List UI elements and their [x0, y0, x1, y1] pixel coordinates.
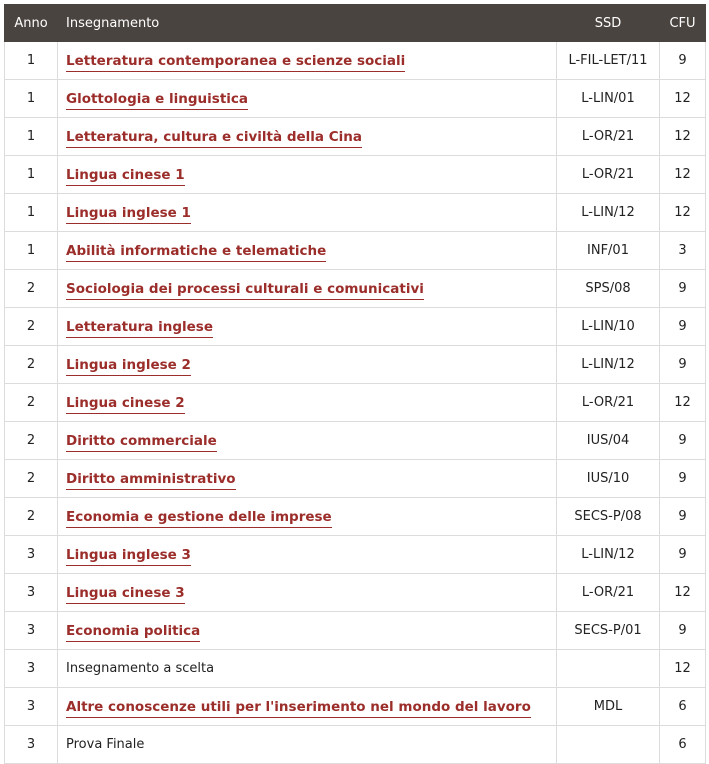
table-row — [5, 536, 706, 574]
cell-cfu: 9 — [660, 422, 706, 460]
cell-cfu: 12 — [660, 118, 706, 156]
course-link[interactable]: Altre conoscenze utili per l'inserimento nel mondo del lavoro — [66, 699, 531, 718]
cell-cfu: 12 — [660, 194, 706, 232]
cell-ssd: L-LIN/12 — [557, 536, 660, 574]
table-row — [5, 194, 706, 232]
course-link[interactable]: Letteratura contemporanea e scienze sociali — [66, 53, 405, 72]
course-link[interactable]: Sociologia dei processi culturali e comunicativi — [66, 281, 424, 300]
table-row — [5, 422, 706, 460]
cell-anno: 2 — [5, 384, 58, 422]
cell-insegnamento — [58, 308, 557, 346]
cell-cfu: 9 — [660, 270, 706, 308]
cell-insegnamento — [58, 42, 557, 80]
course-link[interactable]: Diritto amministrativo — [66, 471, 236, 490]
course-link[interactable]: Abilità informatiche e telematiche — [66, 243, 326, 262]
cell-insegnamento — [58, 80, 557, 118]
cell-anno: 3 — [5, 688, 58, 726]
cell-cfu: 9 — [660, 346, 706, 384]
cell-insegnamento — [58, 688, 557, 726]
cell-ssd: IUS/04 — [557, 422, 660, 460]
cell-cfu: 6 — [660, 726, 706, 764]
cell-insegnamento — [58, 726, 557, 764]
cell-anno: 2 — [5, 422, 58, 460]
cell-insegnamento — [58, 536, 557, 574]
cell-cfu: 3 — [660, 232, 706, 270]
cell-anno: 3 — [5, 536, 58, 574]
cell-anno: 3 — [5, 574, 58, 612]
cell-ssd: L-OR/21 — [557, 156, 660, 194]
cell-ssd — [557, 650, 660, 688]
cell-ssd: L-FIL-LET/11 — [557, 42, 660, 80]
course-link[interactable]: Lingua inglese 2 — [66, 357, 191, 376]
cell-anno: 3 — [5, 650, 58, 688]
course-link[interactable]: Diritto commerciale — [66, 433, 217, 452]
header-row — [5, 5, 706, 42]
cell-anno: 1 — [5, 194, 58, 232]
cell-ssd: L-LIN/01 — [557, 80, 660, 118]
cell-insegnamento — [58, 346, 557, 384]
header-insegnamento: Insegnamento — [58, 5, 557, 42]
cell-ssd: MDL — [557, 688, 660, 726]
cell-anno: 1 — [5, 156, 58, 194]
cell-insegnamento — [58, 232, 557, 270]
header-anno: Anno — [5, 5, 58, 42]
table-row — [5, 270, 706, 308]
course-link[interactable]: Lingua inglese 3 — [66, 547, 191, 566]
cell-insegnamento — [58, 422, 557, 460]
cell-insegnamento — [58, 650, 557, 688]
cell-insegnamento — [58, 460, 557, 498]
table-header — [5, 5, 706, 42]
cell-cfu: 12 — [660, 384, 706, 422]
cell-ssd: L-LIN/12 — [557, 346, 660, 384]
cell-cfu: 9 — [660, 536, 706, 574]
study-plan-container — [4, 4, 705, 764]
cell-ssd: L-OR/21 — [557, 118, 660, 156]
table-row — [5, 80, 706, 118]
table-row — [5, 460, 706, 498]
course-label: Insegnamento a scelta — [66, 661, 215, 676]
cell-insegnamento — [58, 156, 557, 194]
cell-anno: 1 — [5, 42, 58, 80]
cell-ssd: INF/01 — [557, 232, 660, 270]
cell-anno: 1 — [5, 118, 58, 156]
table-row — [5, 346, 706, 384]
cell-insegnamento — [58, 194, 557, 232]
cell-insegnamento — [58, 270, 557, 308]
cell-ssd — [557, 726, 660, 764]
course-link[interactable]: Economia e gestione delle imprese — [66, 509, 332, 528]
cell-cfu: 12 — [660, 574, 706, 612]
table-row — [5, 574, 706, 612]
header-ssd: SSD — [557, 5, 660, 42]
cell-ssd: IUS/10 — [557, 460, 660, 498]
cell-cfu: 9 — [660, 612, 706, 650]
table-row — [5, 384, 706, 422]
cell-anno: 2 — [5, 270, 58, 308]
course-link[interactable]: Glottologia e linguistica — [66, 91, 248, 110]
cell-ssd: SECS-P/01 — [557, 612, 660, 650]
cell-anno: 1 — [5, 232, 58, 270]
cell-ssd: L-OR/21 — [557, 574, 660, 612]
cell-anno: 3 — [5, 726, 58, 764]
cell-cfu: 12 — [660, 650, 706, 688]
cell-cfu: 12 — [660, 80, 706, 118]
course-link[interactable]: Letteratura, cultura e civiltà della Cina — [66, 129, 362, 148]
cell-cfu: 6 — [660, 688, 706, 726]
table-row — [5, 612, 706, 650]
course-link[interactable]: Lingua inglese 1 — [66, 205, 191, 224]
table-row — [5, 156, 706, 194]
cell-anno: 2 — [5, 498, 58, 536]
cell-ssd: L-LIN/10 — [557, 308, 660, 346]
table-row — [5, 42, 706, 80]
cell-ssd: SPS/08 — [557, 270, 660, 308]
header-cfu: CFU — [660, 5, 706, 42]
cell-anno: 3 — [5, 612, 58, 650]
table-row — [5, 308, 706, 346]
table-row — [5, 232, 706, 270]
course-link[interactable]: Lingua cinese 2 — [66, 395, 185, 414]
cell-cfu: 9 — [660, 460, 706, 498]
course-link[interactable]: Lingua cinese 3 — [66, 585, 185, 604]
cell-cfu: 12 — [660, 156, 706, 194]
table-row — [5, 726, 706, 764]
table-row — [5, 688, 706, 726]
cell-ssd: L-LIN/12 — [557, 194, 660, 232]
cell-cfu: 9 — [660, 42, 706, 80]
table-row — [5, 118, 706, 156]
course-link[interactable]: Lingua cinese 1 — [66, 167, 185, 186]
table-body — [5, 42, 706, 764]
cell-insegnamento — [58, 384, 557, 422]
course-label: Prova Finale — [66, 737, 145, 752]
course-link[interactable]: Economia politica — [66, 623, 200, 642]
cell-anno: 1 — [5, 80, 58, 118]
cell-cfu: 9 — [660, 498, 706, 536]
cell-insegnamento — [58, 498, 557, 536]
cell-ssd: L-OR/21 — [557, 384, 660, 422]
study-plan-table — [4, 4, 706, 764]
table-row — [5, 498, 706, 536]
cell-insegnamento — [58, 612, 557, 650]
cell-insegnamento — [58, 574, 557, 612]
cell-cfu: 9 — [660, 308, 706, 346]
table-row — [5, 650, 706, 688]
cell-insegnamento — [58, 118, 557, 156]
cell-anno: 2 — [5, 346, 58, 384]
cell-ssd: SECS-P/08 — [557, 498, 660, 536]
cell-anno: 2 — [5, 460, 58, 498]
course-link[interactable]: Letteratura inglese — [66, 319, 213, 338]
cell-anno: 2 — [5, 308, 58, 346]
